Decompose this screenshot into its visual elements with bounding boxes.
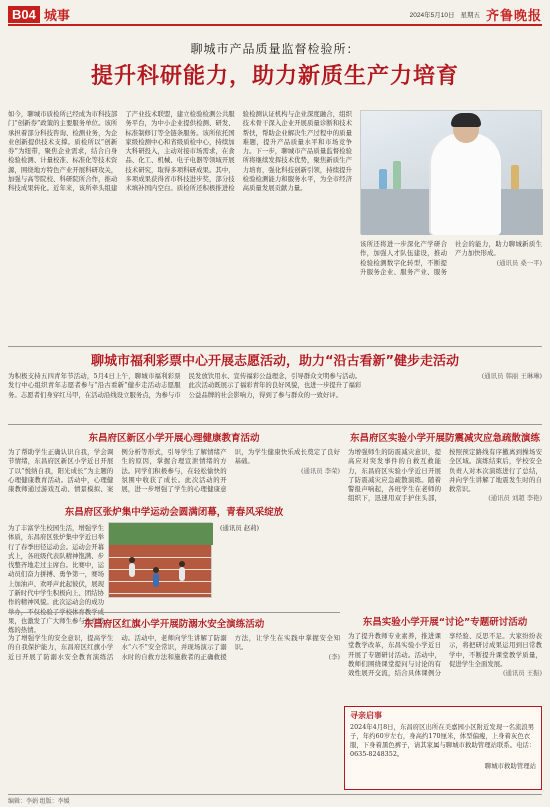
lead-article-side xyxy=(360,240,542,343)
track-lane xyxy=(109,557,213,558)
runner xyxy=(179,567,185,581)
lab-bottle xyxy=(393,161,401,189)
block-3-title: 东昌府区实验小学开展防震减灾应急疏散演练 xyxy=(349,433,540,444)
block-1-text: 为了帮助学生正确认识自我，学会调节情绪，东昌府区新区小学近日开展了以“悦纳自我，阳光成长”为主题的心理健康教育活动。活动中，心理健康教师通过游戏互动、情景模拟、案例分析等形式，引导学生了解情绪产生的原因，掌握合理宣泄情绪的方法。同学们积极参与，在轻松愉快的氛围中收获了成长。此次活动的开展，进一步增强了学生的心理健康意识，为学生健康快乐成长奠定了良好基础。 xyxy=(8,448,340,494)
block-3-byline: (通讯员 刘超 李艳) xyxy=(488,494,542,503)
masthead-left xyxy=(8,5,70,24)
block-3-text: 为增强师生的防震减灾意识，提高应对突发事件的自救互救能力，东昌府区实验小学近日开展了防震减灾应急疏散演练。随着警报声响起，各班学生在老师的组织下，迅速用双手护住头部，按照预定路线有序撤离到操场安全区域。演练结束后，学校安全负责人对本次演练进行了总结，并向学生讲解了地震发生时的自救常识。 xyxy=(348,448,542,503)
lab-bottle xyxy=(511,165,519,189)
page-code: B04 xyxy=(8,6,40,23)
block-3-body xyxy=(348,448,542,614)
lead-side-text: 该所还将进一步深化产学研合作，加强人才队伍建设，推动检验检测数字化转型，不断提升服务企业、服务产业、服务社会的能力，助力聊城新质生产力加快形成。 xyxy=(360,240,542,276)
paper-logo: 齐鲁晚报 xyxy=(485,8,542,24)
block-5-text: 为了增强学生的安全意识，提高学生的自我保护能力，东昌府区红旗小学近日开展了防溺水安全教育演练活动。活动中，老师向学生讲解了防溺水“六不”安全常识，并现场演示了溺水时的自救方法和施救者的正确救援方法，让学生在实践中掌握安全知识。 xyxy=(8,634,340,661)
lottery-byline: (通讯员 韩丽 王琳琳) xyxy=(481,372,542,380)
lead-headline-block xyxy=(8,40,542,90)
article-block-1 xyxy=(8,430,340,498)
notice-body: 2024年4月8日，东昌府区出所在美嘉园小区附近发现一名流浪男子，年约60岁左右，身高约170厘米，体型偏瘦，上身着灰色衣服，下身着黑色裤子，请其家属与聊城市救助管理站联系。电话：0635-8248352。 xyxy=(350,723,536,758)
block-1-byline: (通讯员 李荣) xyxy=(301,466,340,475)
block-2-text: 为了丰富学生校园生活，增强学生体质，东昌府区张炉集中学近日举行了春季田径运动会。运动会开幕式上，各班级代表队精神饱满、步伐整齐地走过主席台。比赛中，运动员们奋力拼搏、勇争第一，赛场上加油声、欢呼声此起彼伏，展现了新时代中学生积极向上、团结协作的精神风貌。此次运动会的成功 果，也激发了广大师生参与体育锻炼的热情。 xyxy=(8,524,104,635)
block-1-body xyxy=(8,448,340,504)
missing-person-notice xyxy=(344,706,542,790)
section-name: 城事 xyxy=(43,7,70,23)
block-2-byline: (通讯员 赵莉) xyxy=(220,524,259,532)
article-block-3 xyxy=(348,430,542,610)
lab-bottle xyxy=(379,169,387,189)
masthead-right xyxy=(410,5,542,24)
lead-article-body xyxy=(8,110,352,343)
divider xyxy=(8,424,542,425)
sports-field xyxy=(109,523,213,545)
track-lane xyxy=(109,593,213,594)
notice-sign: 聊城市救助管理站 xyxy=(484,762,536,770)
technician-coat xyxy=(431,133,501,235)
block-5-title: 东昌府区红旗小学开展防溺水安全演练活动 xyxy=(83,619,265,630)
runner xyxy=(129,563,135,577)
issue-date: 2024年5月10日 xyxy=(409,11,455,19)
block-1-title: 东昌府区新区小学开展心理健康教育活动 xyxy=(88,433,260,444)
block-2-title: 东昌府区张炉集中学运动会圆满闭幕，青春风采绽放 xyxy=(64,507,284,518)
lottery-body-text: 为积极支持五四青年节活动，5月4日上午，聊城市福利彩票发行中心组织青年志愿者参与“沿古看新”健步走活动志愿服务。志愿者们身穿红马甲，在活动沿线设立服务点，为参与市民发放饮用水、宣传福彩公益理念，引导群众文明参与活动。此次活动既展示了福彩青年的良好风貌，也进一步提升了福彩公益品牌的社会影响力，得到了参与群众的一致好评。 xyxy=(8,372,362,399)
notice-title: 寻亲启事 xyxy=(350,711,382,720)
masthead xyxy=(8,4,542,26)
block-4-text: 为了提升教师专业素养，推进课堂教学改革，东昌实验小学近日开展了专题研讨活动。活动中，教师们围绕课堂提问与讨论的有效性展开交流，结合具体课例分享经验、反思不足。大家纷纷表示，将把研讨成果运用到日常教学中，不断提升课堂教学质量，促进学生全面发展。 xyxy=(348,632,542,678)
page-footer xyxy=(8,794,542,804)
lottery-body xyxy=(8,372,542,418)
block-4-title: 东昌实验小学开展“讨论”专题研讨活动 xyxy=(362,617,528,628)
lead-body-text: 如今，聊城市质检所已经成为市科技部门“创新券”政策的主要服务单位。该所承担着部分科技咨询、检测业务，为企业创新提供技术支撑。质检所以“创新券”为纽带，聚焦企业需求，结合自身检验检测、计量校准、标准化等技术资源，围绕地方特色产业开展科研攻关，加强与高等院校、科研院所合作，推动科技成果转化。近年来，该所牵头组建了产业技术联盟，建立检验检测公共服务平台，为中小企业提供检测、研发、标准制修订等全链条服务。该所依托国家级检测中心和省级质检中心，持续加大科研投入，主动对接市场需求，在食品、化工、机械、电子电器等领域开展技术研究，取得多项科研成果。其中，多项成果获得省市科技进步奖，部分技术填补国内空白。质检所还积极推进检验检测认证机构与企业深度融合，组织技术骨干深入企业开展质量诊断和技术帮扶，帮助企业解决生产过程中的质量难题，提升产品质量水平和市场竞争力。下一步，聊城市产品质量监督检验所将继续发挥技术优势，聚焦新质生产力培育，强化科技创新引领，持续提升检验检测能力和服务水平，为全市经济高质量发展贡献力量。 xyxy=(8,110,352,193)
track-lane xyxy=(109,569,213,570)
block-4-body xyxy=(348,632,542,706)
lottery-article xyxy=(8,372,542,418)
lead-article xyxy=(8,110,542,343)
footer-editor: 编辑：李娟 组版：李媛 xyxy=(8,799,70,805)
divider xyxy=(8,346,542,347)
issue-weekday: 星期五 xyxy=(460,11,480,19)
divider xyxy=(8,612,340,613)
block-2-body-right xyxy=(220,524,340,612)
article-block-5 xyxy=(8,616,340,792)
lottery-headline: 聊城市福利彩票中心开展志愿活动，助力“沿古看新”健步走活动 xyxy=(90,354,460,369)
block-5-byline: (李) xyxy=(328,652,340,661)
block-4-byline: (通讯员 王振) xyxy=(503,669,542,678)
block-5-body xyxy=(8,634,340,796)
lead-byline: (通讯员 桑一平) xyxy=(496,258,542,267)
block-2-body-left xyxy=(8,524,104,635)
runner xyxy=(153,573,159,587)
track-lane xyxy=(109,581,213,582)
lab-photo xyxy=(360,110,542,234)
article-block-4 xyxy=(348,614,542,702)
technician-hair xyxy=(451,113,481,127)
lead-kicker: 聊城市产品质量监督检验所： xyxy=(190,42,360,56)
sports-photo xyxy=(108,522,212,598)
lead-headline: 提升科研能力，助力新质生产力培育 xyxy=(90,64,459,89)
